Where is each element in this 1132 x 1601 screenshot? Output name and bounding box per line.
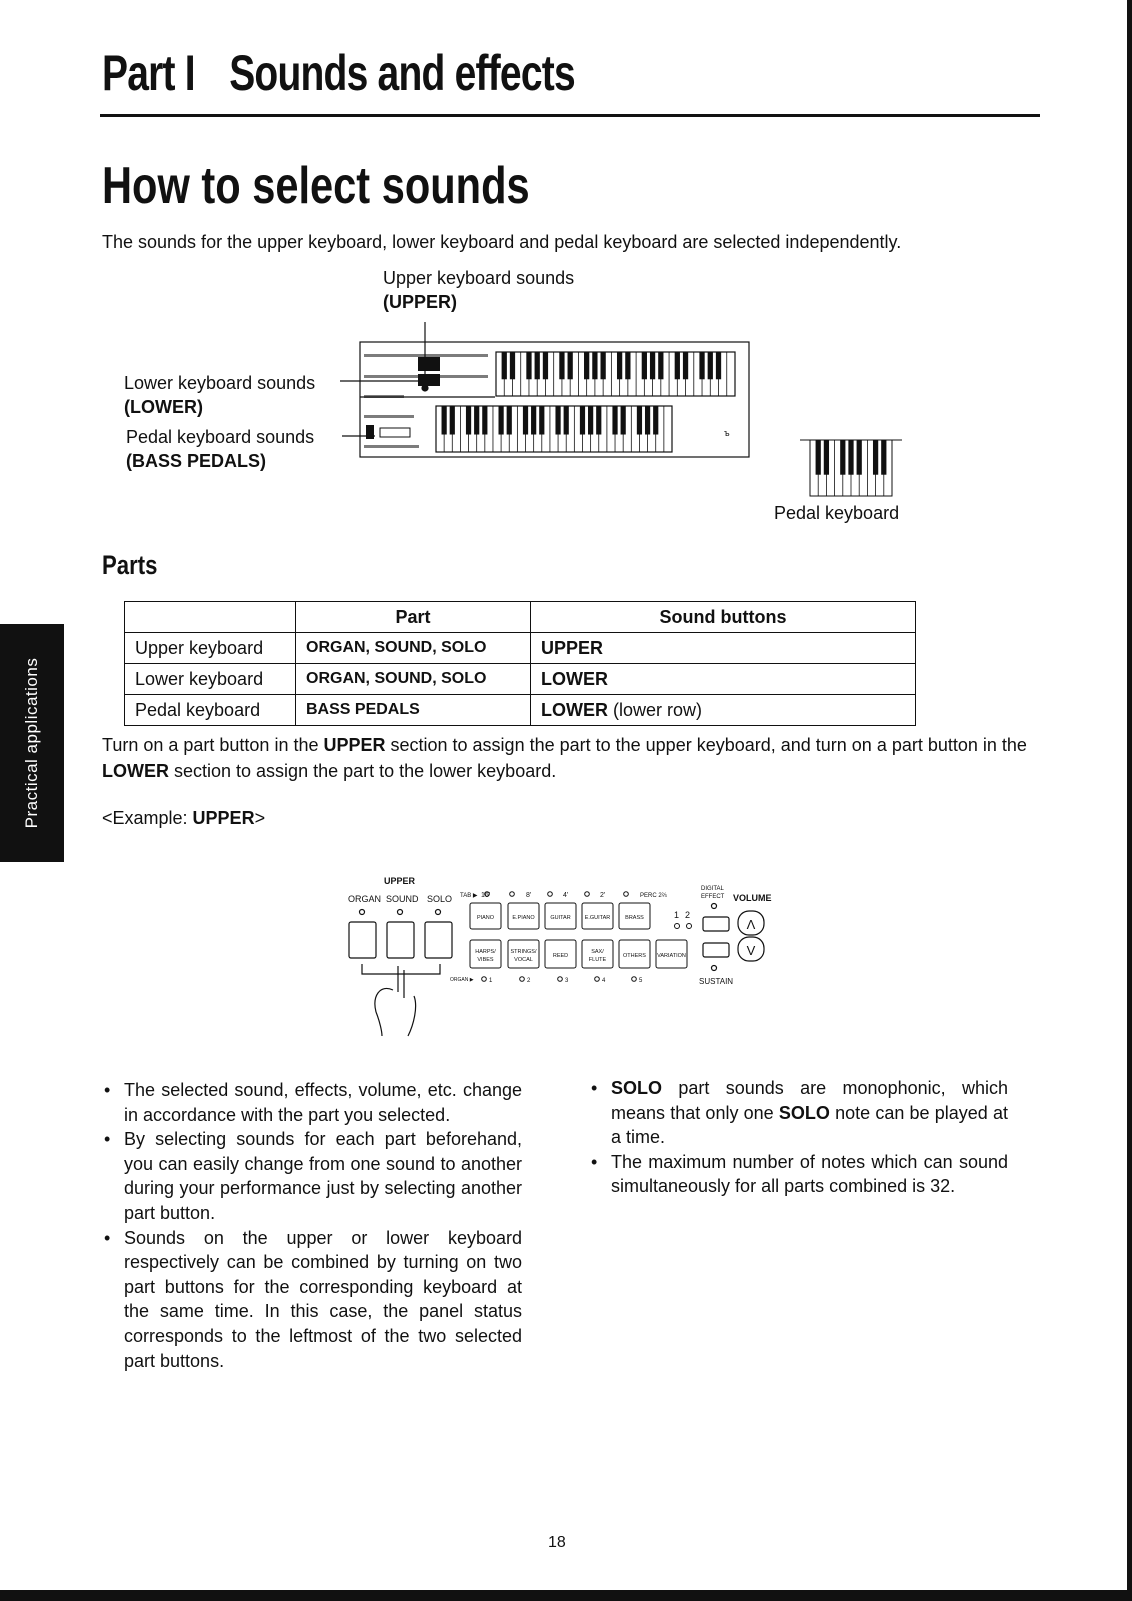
sound-buttons-row2	[470, 940, 687, 968]
sound-button-label: GUITAR	[550, 915, 571, 921]
sound-button-label: BRASS	[625, 915, 644, 921]
list-item: • SOLO part sounds are monophonic, which means that only one SOLO note can be played at a time.	[589, 1076, 1008, 1150]
list-item: • The selected sound, effects, volume, etc. change in accordance with the part you selected.	[102, 1078, 522, 1127]
part-label: Part I	[102, 45, 195, 101]
sound-button-label: STRINGS/	[510, 949, 537, 955]
bullet-list-left	[102, 1078, 522, 1373]
example-label: <Example: UPPER>	[102, 808, 266, 828]
list-item: • The maximum number of notes which can sound simultaneously for all parts combined is 32.	[589, 1150, 1008, 1199]
table-cell-keyboard: Upper keyboard	[125, 633, 296, 664]
digital-label: DIGITAL	[701, 886, 724, 892]
led	[482, 977, 487, 982]
table-cell-keyboard: Lower keyboard	[125, 664, 296, 695]
sound-button-label: E.PIANO	[512, 915, 535, 921]
table-cell-buttons: LOWER	[531, 664, 916, 695]
led	[595, 977, 600, 982]
bottom-number: 4	[602, 978, 606, 984]
num-2: 2	[685, 910, 691, 920]
sound-button-label: E.GUITAR	[584, 915, 611, 921]
led	[585, 892, 590, 897]
led	[548, 892, 553, 897]
volume-up-button: Λ	[746, 917, 756, 932]
tab-label: TAB ▶	[460, 893, 478, 899]
section-title: How to select sounds	[102, 157, 530, 215]
page-number: 18	[548, 1534, 566, 1551]
led	[558, 977, 563, 982]
volume-label: VOLUME	[733, 893, 772, 903]
led	[510, 892, 515, 897]
led	[520, 977, 525, 982]
list-item: • Sounds on the upper or lower keyboard respectively can be combined by turning on two part buttons for the corresponding keyboard at the same time. In this case, the panel status corresponds to the leftmost of the two selected part buttons.	[102, 1226, 522, 1374]
list-item: • By selecting sounds for each part beforehand, you can easily change from one sound to another during your performance just by selecting another part button.	[102, 1127, 522, 1225]
table-cell-part: BASS PEDALS	[296, 695, 531, 726]
tab-2: 2'	[600, 892, 606, 899]
bottom-number: 2	[527, 978, 531, 984]
organ-row-label: ORGAN ▶	[450, 977, 474, 983]
table-cell-keyboard: Pedal keyboard	[125, 695, 296, 726]
sound-button-label: VIBES	[477, 957, 494, 963]
sound-button-label: SAX/	[591, 949, 604, 955]
volume-down-button: V	[746, 943, 756, 958]
sound-button-label: FLUTE	[588, 957, 607, 963]
panel-sound-label: SOUND	[386, 894, 419, 904]
sound-button-label: REED	[552, 953, 569, 959]
sound-button-label: HARPS/	[475, 949, 496, 955]
bottom-number: 5	[639, 978, 643, 984]
pedal-keyboard-label: Pedal keyboard	[774, 503, 900, 523]
upper-label: Upper keyboard sounds (UPPER)	[383, 268, 575, 312]
table-cell-part: ORGAN, SOUND, SOLO	[296, 664, 531, 695]
bottom-number: 1	[489, 978, 493, 984]
led	[624, 892, 629, 897]
bullet-list-right	[589, 1076, 1008, 1199]
sustain-label: SUSTAIN	[699, 977, 734, 986]
part-title-text: Sounds and effects	[229, 45, 575, 101]
table-cell-buttons: LOWER (lower row)	[531, 695, 916, 726]
sound-button-label: OTHERS	[623, 953, 646, 959]
sound-button-label: VOCAL	[514, 957, 533, 963]
panel-upper-label: UPPER	[384, 876, 416, 886]
intro-text: The sounds for the upper keyboard, lower keyboard and pedal keyboard are selected independently.	[102, 232, 902, 252]
table-header-cell: Part	[296, 602, 531, 633]
parts-heading: Parts	[102, 550, 158, 580]
sound-button-label: VARIATION	[657, 953, 686, 959]
table-cell-buttons: UPPER	[531, 633, 916, 664]
bottom-numbers	[482, 977, 643, 984]
pedal-label: Pedal keyboard sounds (BASS PEDALS)	[126, 427, 315, 471]
lower-label: Lower keyboard sounds (LOWER)	[124, 373, 316, 417]
bottom-number: 3	[565, 978, 569, 984]
effect-label: EFFECT	[701, 894, 725, 900]
side-tab	[0, 624, 64, 862]
instruction-paragraph: Turn on a part button in the UPPER section to assign the part to the upper keyboard, and turn on a part button in the LOWER section to assign the part to the lower keyboard.	[102, 735, 1027, 781]
table-header-cell: Sound buttons	[531, 602, 916, 633]
panel-solo-label: SOLO	[427, 894, 453, 904]
sound-button-label: PIANO	[476, 915, 495, 921]
led	[632, 977, 637, 982]
tab-8: 8'	[526, 892, 532, 899]
panel-organ-label: ORGAN	[348, 894, 382, 904]
num-1: 1	[674, 910, 680, 920]
sound-buttons-row1	[470, 892, 650, 929]
tab-4: 4'	[563, 892, 569, 899]
tab-16: 16'	[481, 892, 491, 899]
tab-perc: PERC 2⅔	[640, 893, 667, 899]
side-tab-label: Practical applications	[22, 657, 41, 829]
svg-text:ъ: ъ	[724, 428, 730, 438]
table-cell-part: ORGAN, SOUND, SOLO	[296, 633, 531, 664]
